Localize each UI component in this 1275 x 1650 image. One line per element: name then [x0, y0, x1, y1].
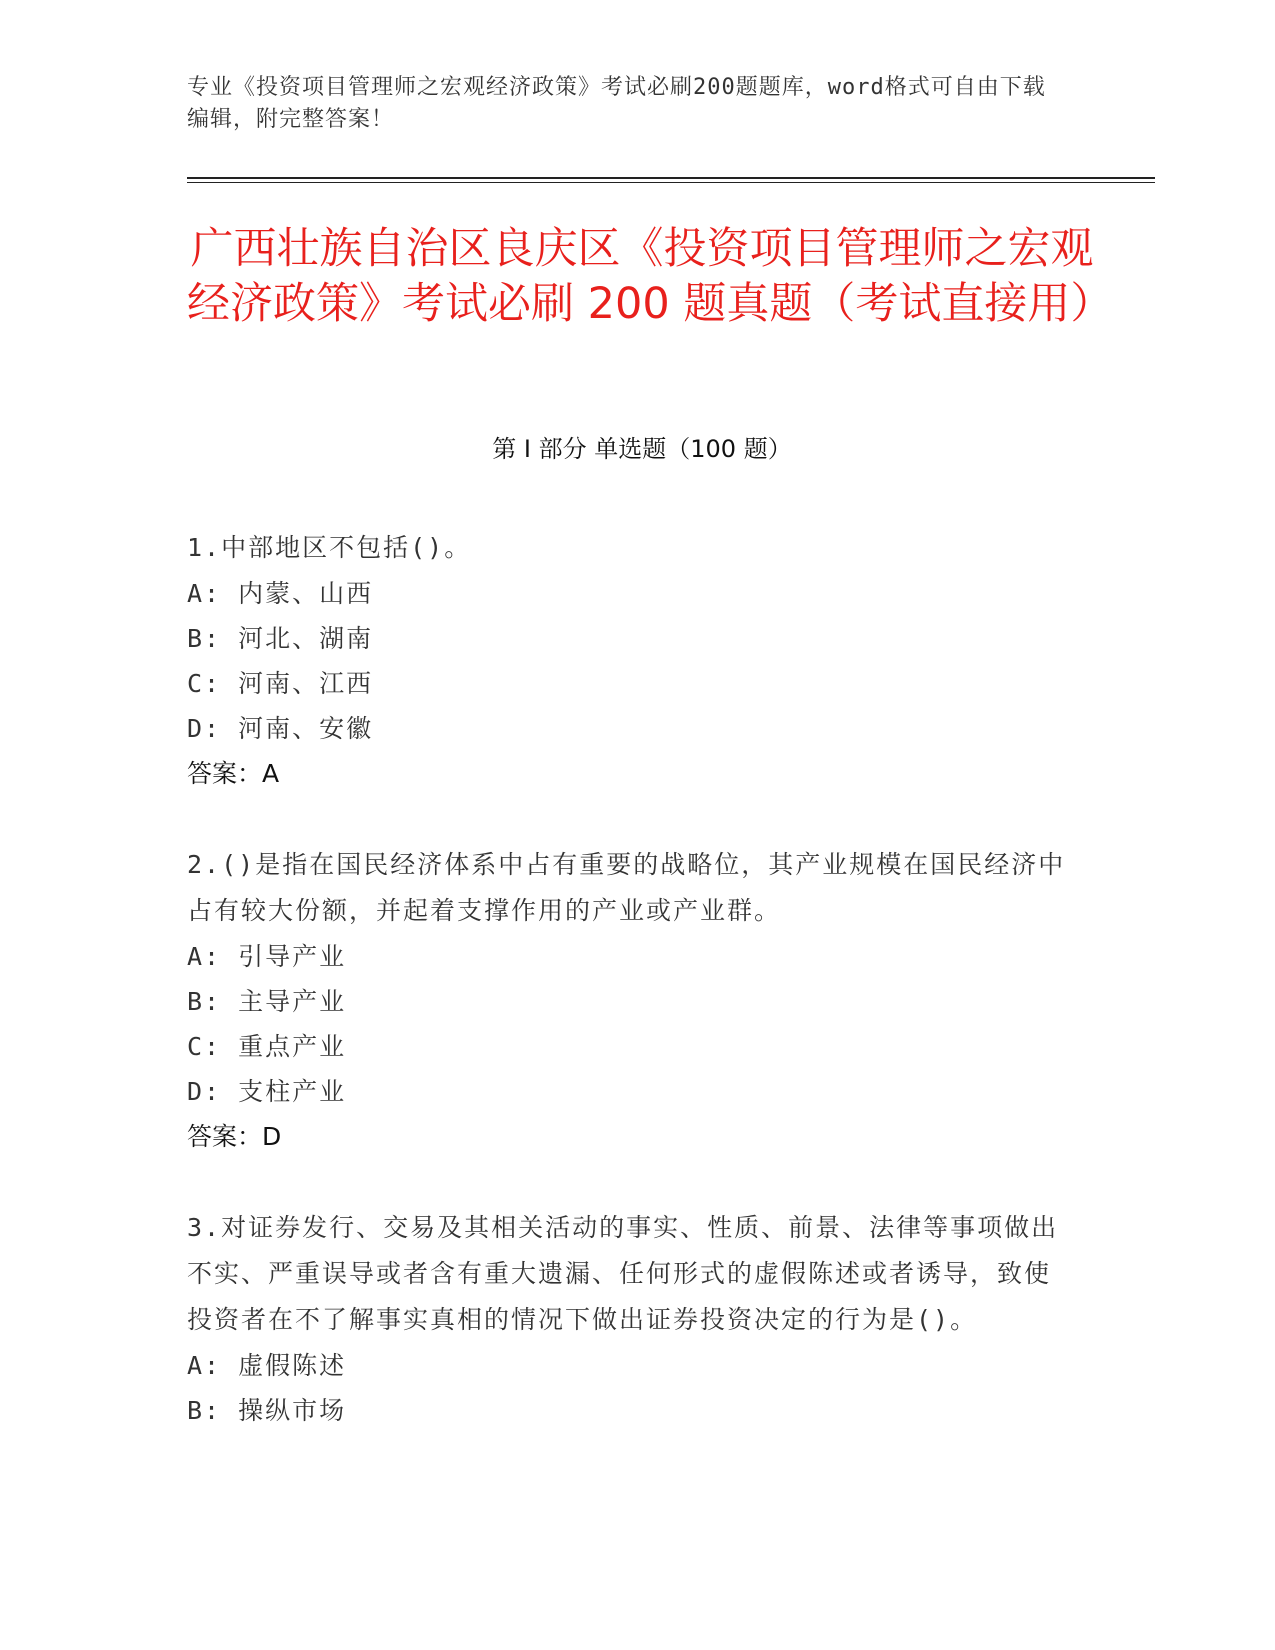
question-1	[187, 525, 1067, 796]
option-b: B: 河北、湖南	[187, 624, 374, 653]
question-stem: 2.()是指在国民经济体系中占有重要的战略位，其产业规模在国民经济中占有较大份额，并起着支撑作用的产业或产业群。	[187, 850, 1066, 925]
question-3	[187, 1205, 1067, 1433]
answer: 答案：D	[187, 1122, 282, 1151]
option-a: A: 引导产业	[187, 942, 347, 971]
document-title: 广西壮族自治区良庆区《投资项目管理师之宏观经济政策》考试必刷 200 题真题（考试直接用）	[187, 224, 1114, 329]
option-a: A: 内蒙、山西	[187, 579, 374, 608]
option-a: A: 虚假陈述	[187, 1351, 347, 1380]
section-title: 第 I 部分 单选题（100 题）	[492, 435, 792, 463]
option-b: B: 主导产业	[187, 987, 347, 1016]
option-c: C: 河南、江西	[187, 669, 374, 698]
question-2	[187, 842, 1067, 1159]
header-divider-thin	[187, 182, 1155, 183]
option-d: D: 河南、安徽	[187, 714, 374, 743]
document-header-note: 专业《投资项目管理师之宏观经济政策》考试必刷200题题库，word格式可自由下载编辑，附完整答案！	[187, 75, 1046, 132]
answer: 答案：A	[187, 759, 280, 788]
question-stem: 1.中部地区不包括()。	[187, 533, 472, 562]
option-b: B: 操纵市场	[187, 1396, 347, 1425]
header-divider-thick	[187, 177, 1155, 179]
questions-list	[187, 525, 1067, 1479]
question-stem: 3.对证券发行、交易及其相关活动的事实、性质、前景、法律等事项做出不实、严重误导或者含有重大遗漏、任何形式的虚假陈述或者诱导，致使投资者在不了解事实真相的情况下做出证券投资决定的行为是()。	[187, 1213, 1059, 1334]
option-c: C: 重点产业	[187, 1032, 347, 1061]
option-d: D: 支柱产业	[187, 1077, 347, 1106]
